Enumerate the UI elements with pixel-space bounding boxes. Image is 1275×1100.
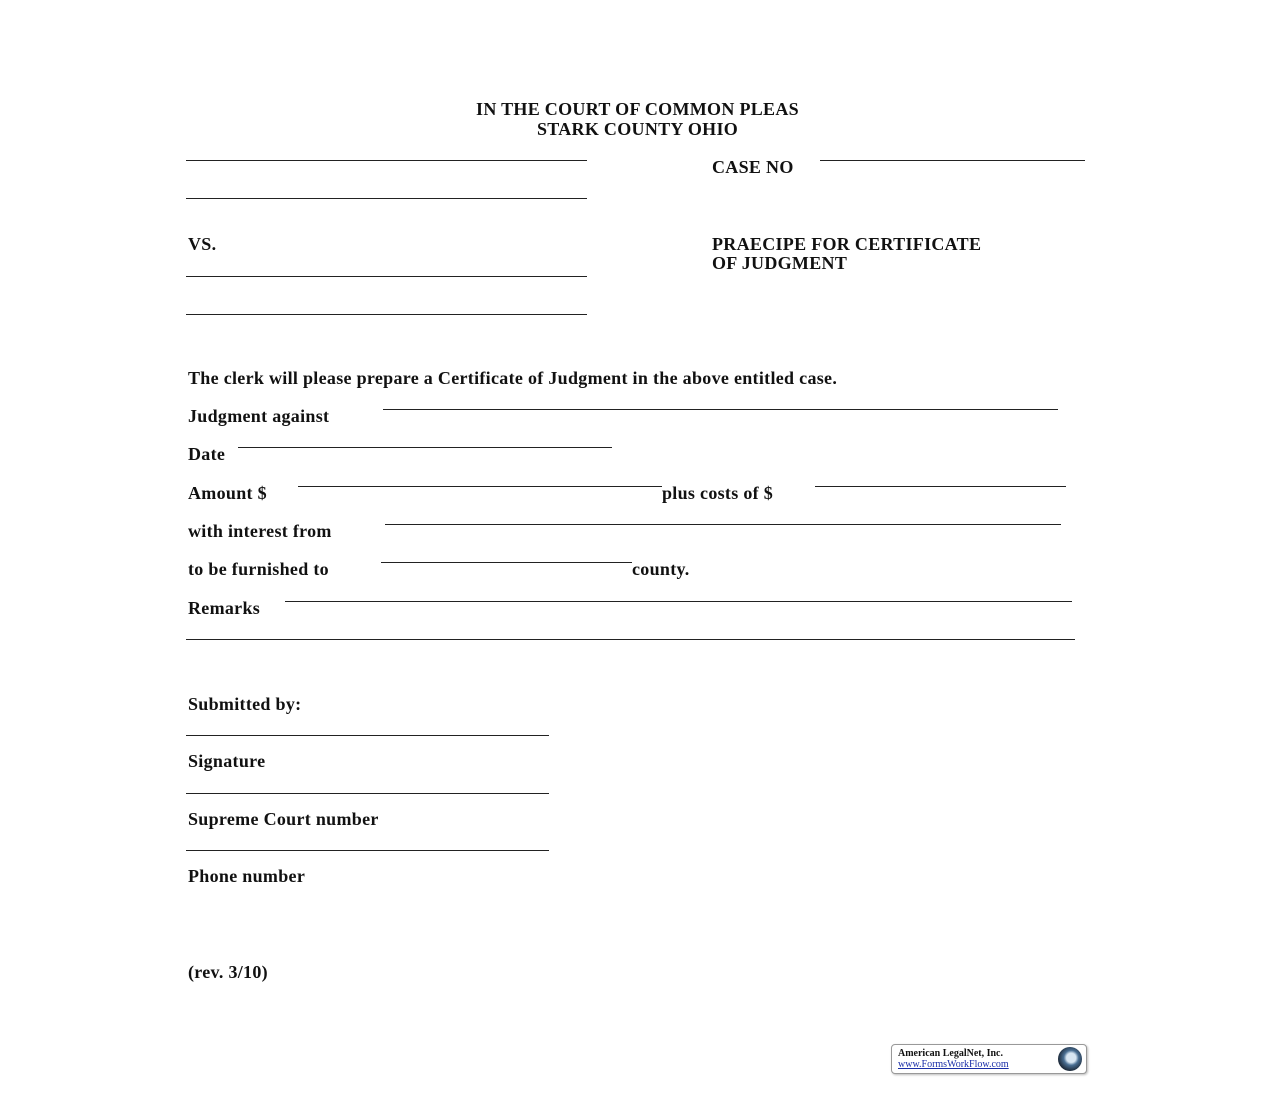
county-title: STARK COUNTY OHIO (536, 119, 739, 139)
plus-costs-label: plus costs of $ (662, 483, 774, 503)
amount-field[interactable] (298, 486, 662, 487)
costs-field[interactable] (815, 486, 1066, 487)
supreme-court-number-label: Supreme Court number (188, 809, 379, 829)
supreme-court-number-field[interactable] (186, 793, 549, 794)
defendant-line-2[interactable] (186, 314, 587, 315)
document-title-2: OF JUDGMENT (712, 253, 848, 273)
revision-note: (rev. 3/10) (188, 962, 268, 982)
remarks-field-1[interactable] (285, 601, 1072, 602)
county-label: county. (632, 559, 690, 579)
remarks-label: Remarks (188, 598, 261, 618)
county-field[interactable] (381, 562, 632, 563)
signature-label: Signature (188, 751, 266, 771)
remarks-field-2[interactable] (186, 639, 1075, 640)
document-title-1: PRAECIPE FOR CERTIFICATE (712, 234, 982, 254)
intro-text: The clerk will please prepare a Certificate of Judgment in the above entitled case. (188, 368, 838, 388)
vs-label: VS. (188, 234, 217, 254)
submitted-by-label: Submitted by: (188, 694, 302, 714)
interest-from-field[interactable] (385, 524, 1061, 525)
furnished-to-label: to be furnished to (188, 559, 329, 579)
signature-field[interactable] (186, 735, 549, 736)
defendant-line-1[interactable] (186, 276, 587, 277)
phone-number-label: Phone number (188, 866, 306, 886)
date-field[interactable] (238, 447, 612, 448)
logo-company: American LegalNet, Inc. (898, 1048, 1003, 1059)
case-no-field[interactable] (820, 160, 1085, 161)
date-label: Date (188, 444, 226, 464)
plaintiff-line-1[interactable] (186, 160, 587, 161)
phone-number-field[interactable] (186, 850, 549, 851)
amount-label: Amount $ (188, 483, 267, 503)
case-no-label: CASE NO (712, 157, 794, 177)
logo-url-link[interactable]: www.FormsWorkFlow.com (898, 1059, 1009, 1070)
interest-from-label: with interest from (188, 521, 332, 541)
american-legalnet-logo[interactable] (891, 1044, 1087, 1074)
judgment-against-field[interactable] (383, 409, 1058, 410)
globe-icon (1058, 1047, 1082, 1071)
judgment-against-label: Judgment against (188, 406, 330, 426)
court-title: IN THE COURT OF COMMON PLEAS (476, 99, 799, 119)
plaintiff-line-2[interactable] (186, 198, 587, 199)
